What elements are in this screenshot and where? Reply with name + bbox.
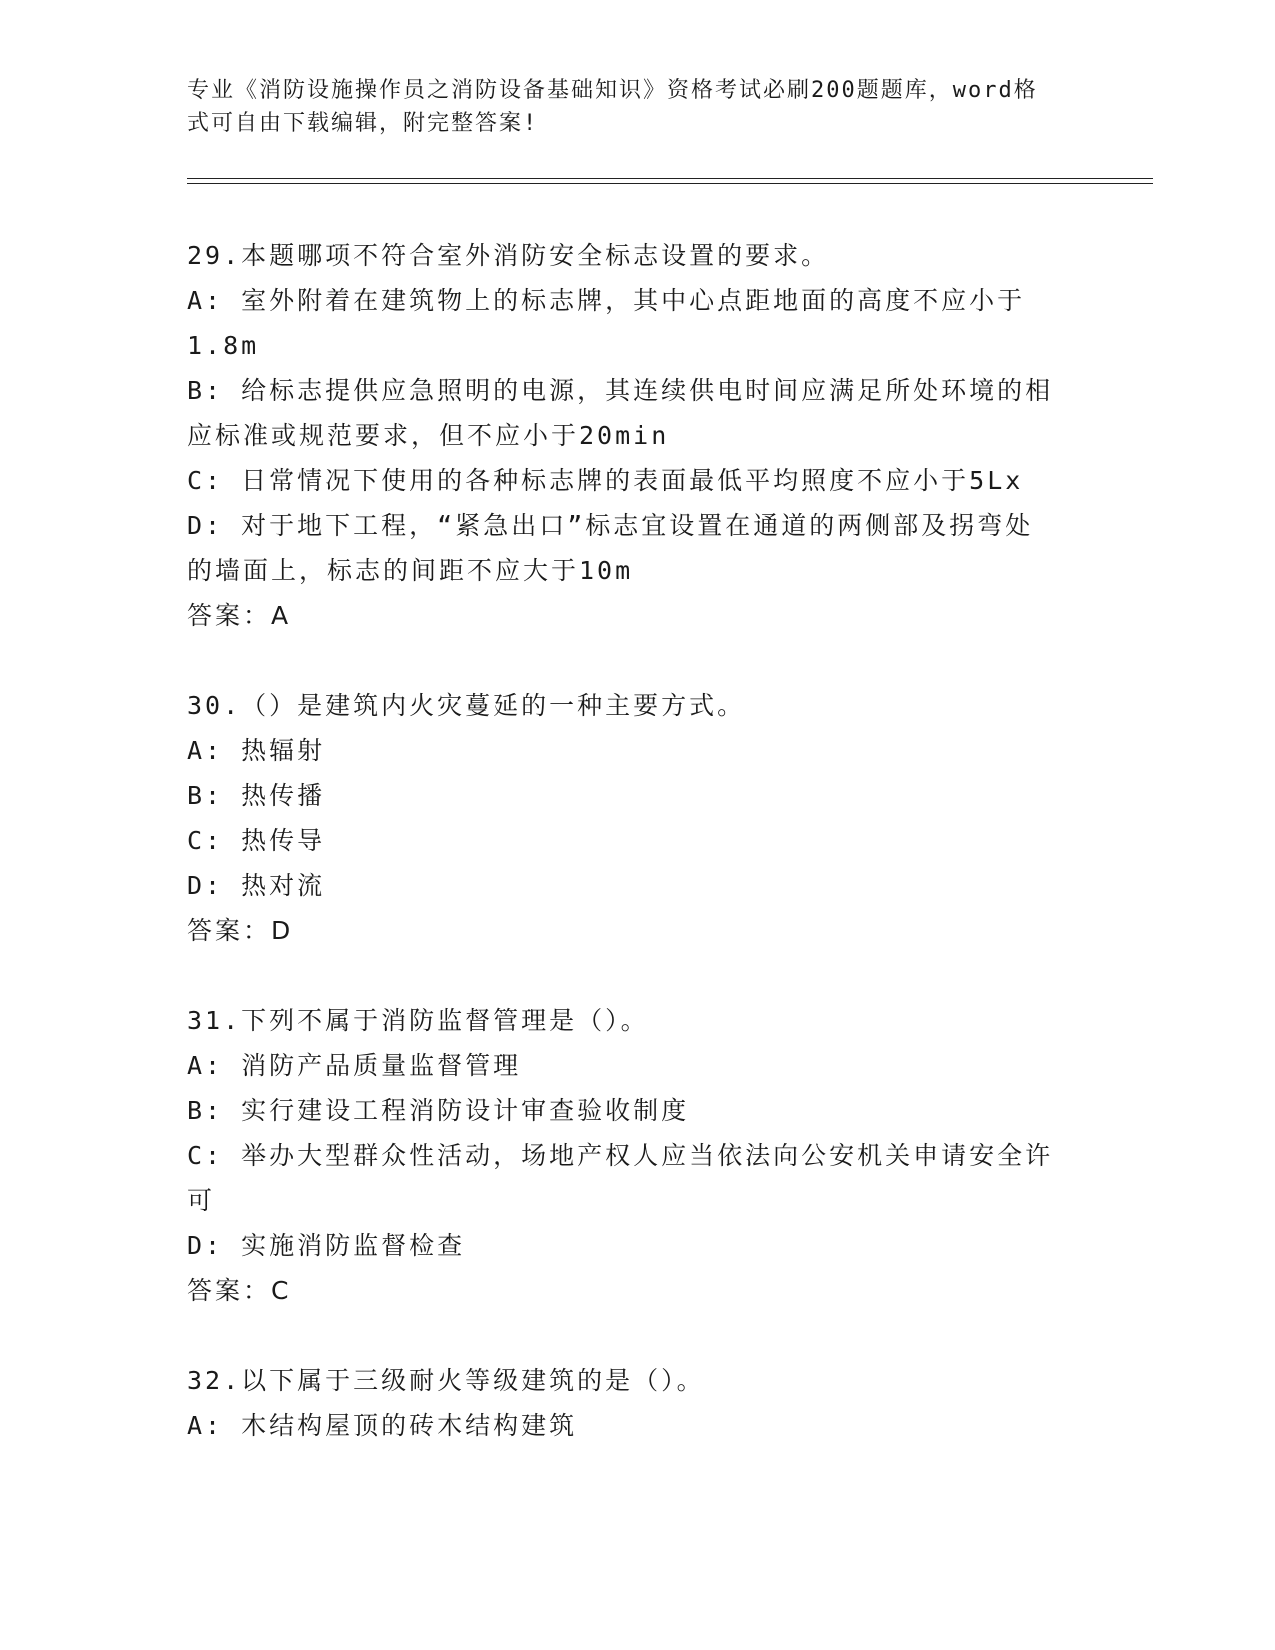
option-line: B: 热传播	[187, 781, 326, 810]
option-line: A: 室外附着在建筑物上的标志牌，其中心点距地面的高度不应小于	[187, 286, 1026, 315]
option-line: A: 木结构屋顶的砖木结构建筑	[187, 1411, 578, 1440]
answer-label: 答案：C	[187, 1276, 292, 1305]
question-list	[187, 233, 1087, 1448]
question-30	[187, 683, 1087, 953]
option-line: D: 热对流	[187, 871, 326, 900]
question-stem: 31.下列不属于消防监督管理是（）。	[187, 1006, 649, 1035]
option-line: D: 实施消防监督检查	[187, 1231, 466, 1260]
header-line-2: 式可自由下载编辑，附完整答案!	[187, 111, 539, 136]
option-line: 可	[187, 1186, 216, 1215]
option-line: B: 给标志提供应急照明的电源，其连续供电时间应满足所处环境的相	[187, 376, 1054, 405]
option-line: C: 热传导	[187, 826, 326, 855]
answer-label: 答案：A	[187, 601, 292, 630]
option-line: A: 热辐射	[187, 736, 326, 765]
question-stem: 30.（）是建筑内火灾蔓延的一种主要方式。	[187, 691, 746, 720]
option-line: C: 举办大型群众性活动，场地产权人应当依法向公安机关申请安全许	[187, 1141, 1054, 1170]
option-line: C: 日常情况下使用的各种标志牌的表面最低平均照度不应小于5Lx	[187, 466, 1024, 495]
option-line: 应标准或规范要求，但不应小于20min	[187, 421, 670, 450]
header-divider-top	[187, 178, 1153, 179]
header-line-1: 专业《消防设施操作员之消防设备基础知识》资格考试必刷200题题库，word格	[187, 78, 1038, 103]
answer-label: 答案：D	[187, 916, 294, 945]
option-line: 1.8m	[187, 331, 260, 360]
option-line: B: 实行建设工程消防设计审查验收制度	[187, 1096, 690, 1125]
question-stem: 32.以下属于三级耐火等级建筑的是（）。	[187, 1366, 705, 1395]
option-line: 的墙面上，标志的间距不应大于10m	[187, 556, 634, 585]
question-stem: 29.本题哪项不符合室外消防安全标志设置的要求。	[187, 241, 830, 270]
question-29	[187, 233, 1087, 638]
question-32	[187, 1358, 1087, 1448]
question-31	[187, 998, 1087, 1313]
option-line: D: 对于地下工程，“紧急出口”标志宜设置在通道的两侧部及拐弯处	[187, 511, 1034, 540]
document-header	[187, 74, 1067, 140]
option-line: A: 消防产品质量监督管理	[187, 1051, 522, 1080]
header-divider-bottom	[187, 183, 1153, 184]
